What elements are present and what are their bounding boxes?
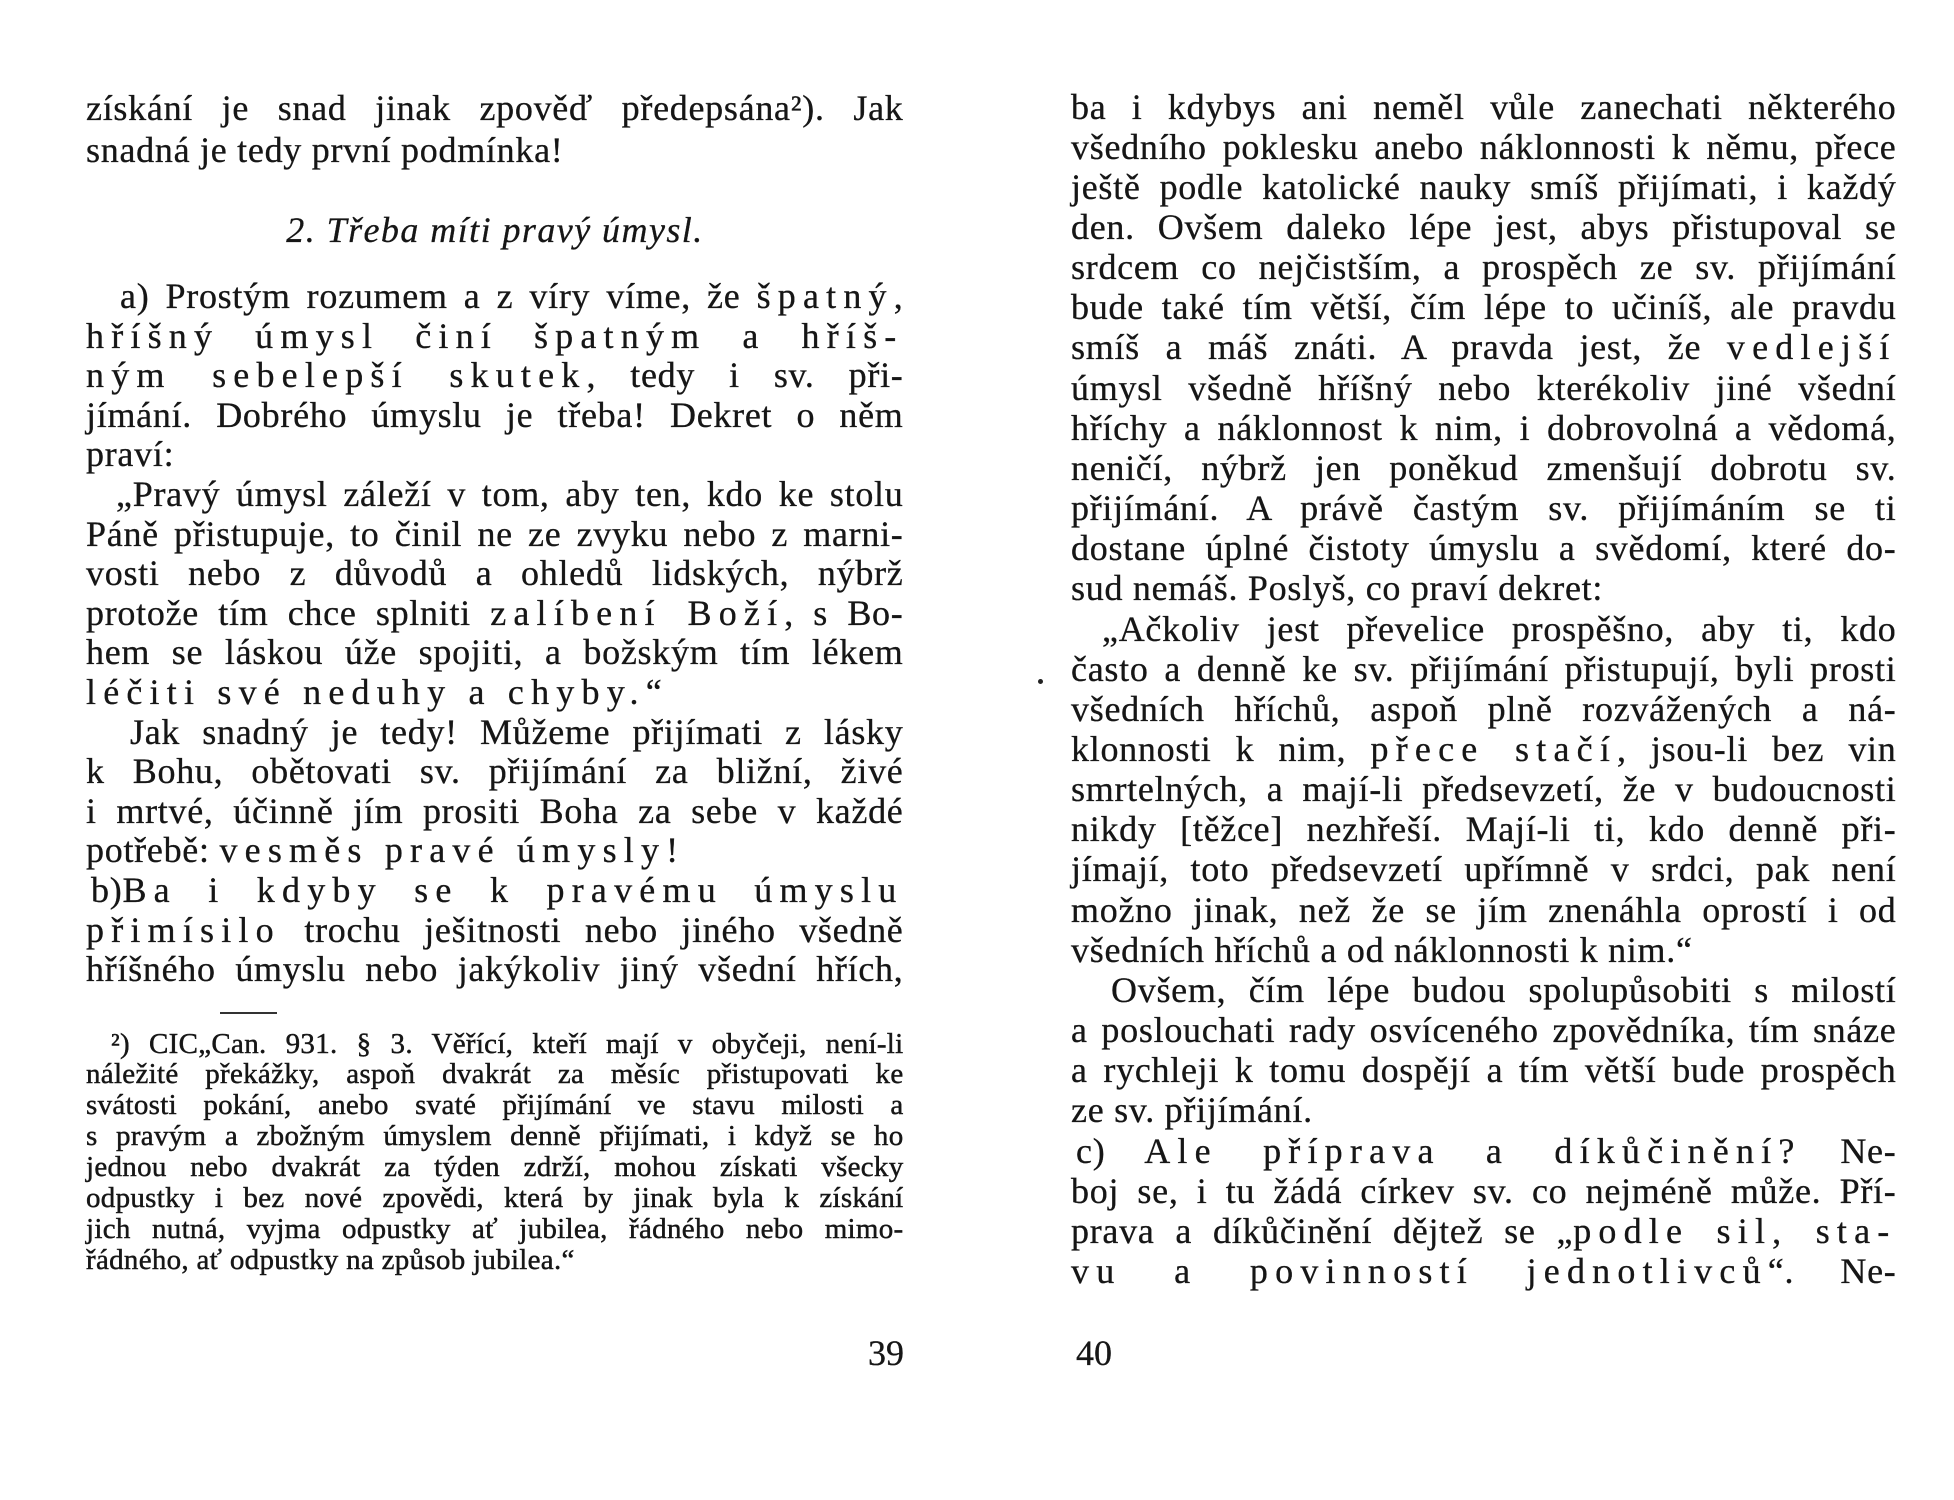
- body-line: [86, 515, 904, 555]
- emphasized-spaced-text: vu a povinností jednotlivců: [1071, 1251, 1768, 1292]
- footnote-line: [86, 1121, 904, 1152]
- line-text: [86, 1183, 904, 1214]
- footnote-line: [86, 1029, 904, 1060]
- text-run: den. Ovšem daleko lépe jest, abys přistupoval se: [1071, 206, 1897, 247]
- footnote-line: [86, 1245, 904, 1276]
- text-run: získání je snad jinak zpověď předepsána²). Jak: [86, 88, 904, 128]
- text-run: Ovšem, čím lépe budou spolupůsobiti s milostí: [1111, 969, 1897, 1010]
- body-line: [86, 317, 904, 357]
- emphasized-spaced-text: přimísilo: [86, 909, 281, 950]
- text-run: b): [91, 869, 123, 910]
- emphasized-spaced-text: léčiti své neduhy a chyby.“: [86, 671, 669, 712]
- body-line: [1071, 1211, 1897, 1251]
- body-line: [1071, 930, 1897, 970]
- text-run: vosti nebo z důvodů a ohledů lidských, nýbrž: [86, 553, 904, 594]
- body-line: [1071, 327, 1897, 367]
- text-run: protože tím chce splniti: [86, 592, 491, 633]
- line-text: [1071, 127, 1897, 167]
- line-text: [1071, 649, 1897, 689]
- body-line: [1071, 568, 1897, 608]
- line-text: [1111, 970, 1897, 1010]
- line-text: [1071, 729, 1897, 769]
- line-text: [1071, 809, 1897, 849]
- footnote-line: [86, 1059, 904, 1090]
- body-line: [1071, 528, 1897, 568]
- line-text: [111, 1029, 904, 1060]
- footnote-line: [86, 1090, 904, 1121]
- body-line: [1071, 970, 1897, 1010]
- text-run: hříchy a náklonnost k nim, i dobrovolná a vědomá,: [1071, 407, 1897, 448]
- body-line: [1071, 729, 1897, 769]
- left-page-body-text: [86, 277, 904, 990]
- text-run: Ne-: [1801, 1130, 1897, 1171]
- line-text: [86, 435, 174, 475]
- body-line: [86, 831, 904, 871]
- line-text: [1071, 247, 1897, 287]
- line-text: [1071, 207, 1897, 247]
- intro-line: [86, 87, 904, 129]
- line-text: [1071, 890, 1897, 930]
- line-text: [86, 1059, 904, 1090]
- text-run: dostane úplné čistoty úmyslu a svědomí, které do-: [1071, 528, 1897, 569]
- body-line: [86, 475, 904, 515]
- text-run: jich nutná, vyjma odpustky ať jubilea, řádného nebo mimo-: [86, 1212, 904, 1245]
- text-run: k Bohu, obětovati sv. přijímání za bližní, živé: [86, 751, 904, 792]
- text-run: náležité překážky, aspoň dvakrát za měsíc přistupovati ke: [86, 1058, 904, 1091]
- emphasized-spaced-text: vedlejší: [1726, 327, 1897, 368]
- text-run: Jak snadný je tedy! Můžeme přijímati z lásky: [130, 711, 904, 752]
- body-line: [86, 554, 904, 594]
- text-run: ještě podle katolické nauky smíš přijímati, i každý: [1071, 166, 1897, 207]
- line-text: [86, 633, 904, 673]
- intro-line: [86, 129, 904, 171]
- line-text: [86, 129, 564, 171]
- body-line: [1071, 408, 1897, 448]
- line-text: [1071, 1171, 1897, 1211]
- body-line: [1071, 287, 1897, 327]
- text-run: jímají, toto předsevzetí upřímně v srdci, pak není: [1071, 849, 1897, 890]
- body-line: [86, 396, 904, 436]
- line-text: [86, 1152, 904, 1183]
- body-line: [86, 277, 904, 317]
- right-page-body-text: [1071, 87, 1897, 1292]
- text-run: hem se láskou úže spojiti, a božským tím lékem: [86, 632, 904, 673]
- line-text: [86, 594, 904, 634]
- body-line: [86, 594, 904, 634]
- body-line: [86, 792, 904, 832]
- body-line: [1071, 689, 1897, 729]
- body-line: [86, 950, 904, 990]
- text-run: ba i kdybys ani neměl vůle zanechati některého: [1071, 86, 1897, 127]
- line-text: [1071, 167, 1897, 207]
- text-run: jednou nebo dvakrát za týden zdrží, mohou získati všecky: [86, 1151, 904, 1184]
- page-number-left: 39: [868, 1333, 904, 1373]
- body-line: [86, 713, 904, 753]
- line-text: [86, 752, 904, 792]
- text-run: všedního poklesku anebo náklonnosti k němu, přece: [1071, 126, 1897, 167]
- text-run: smíš a máš znáti. A pravda jest, že: [1071, 327, 1727, 368]
- line-text: [86, 831, 685, 871]
- text-run: řádného, ať odpustky na způsob jubilea.“: [86, 1243, 575, 1276]
- line-text: [1076, 1131, 1896, 1171]
- emphasized-spaced-text: vesměs pravé úmysly!: [219, 830, 686, 871]
- line-text: [1071, 849, 1897, 889]
- text-run: svátosti pokání, anebo svaté přijímání ve stavu milosti a: [86, 1089, 904, 1122]
- line-text: [86, 911, 904, 951]
- line-text: [1071, 327, 1897, 367]
- text-run: i mrtvé, účinně jím prositi Boha za sebe v každé: [86, 790, 904, 831]
- line-text: [1071, 87, 1897, 127]
- body-line: [1071, 1171, 1897, 1211]
- body-line: [1071, 448, 1897, 488]
- text-run: možno jinak, než že se jím znenáhla oprostí i od: [1071, 889, 1897, 930]
- line-text: [1071, 1251, 1897, 1291]
- line-text: [1071, 368, 1897, 408]
- line-text: [86, 950, 904, 990]
- body-line: [86, 435, 904, 475]
- text-run: sud nemáš. Poslyš, co praví dekret:: [1071, 568, 1604, 609]
- body-line: [1071, 247, 1897, 287]
- body-line: [1071, 207, 1897, 247]
- left-page-intro-text: [86, 87, 904, 171]
- body-line: [1071, 1251, 1897, 1291]
- body-line: [1071, 1050, 1897, 1090]
- section-heading: 2. Třeba míti pravý úmysl.: [286, 210, 704, 250]
- text-run: srdcem co nejčistším, a prospěch ze sv. přijímání: [1071, 247, 1897, 288]
- footnote: [86, 1029, 904, 1276]
- text-run: , s Bo-: [784, 592, 904, 633]
- line-text: [86, 1121, 904, 1152]
- body-line: [86, 633, 904, 673]
- body-line: [1071, 890, 1897, 930]
- text-run: ze sv. přijímání.: [1071, 1090, 1313, 1131]
- margin-dot-mark: [1038, 679, 1043, 684]
- body-line: [86, 871, 904, 911]
- emphasized-spaced-text: Ba i kdyby se k pravému úmyslu: [122, 869, 904, 910]
- text-run: , tedy i sv. při-: [586, 355, 904, 396]
- body-line: [1071, 368, 1897, 408]
- text-run: bude také tím větší, čím lépe to učiníš, ale pravdu: [1071, 287, 1897, 328]
- body-line: [1071, 87, 1897, 127]
- line-text: [1071, 448, 1897, 488]
- footnote-line: [86, 1152, 904, 1183]
- line-text: [1071, 1090, 1313, 1130]
- text-run: všedních hříchů, aspoň plně rozvážených a ná-: [1071, 688, 1897, 729]
- line-text: [86, 87, 904, 129]
- body-line: [1071, 488, 1897, 528]
- text-run: a rychleji k tomu dospějí a tím větší bude prospěch: [1071, 1050, 1897, 1091]
- text-run: odpustky i bez nové zpovědi, která by jinak byla k získání: [86, 1181, 904, 1214]
- line-text: [1071, 1211, 1896, 1251]
- body-line: [1071, 849, 1897, 889]
- line-text: [1071, 528, 1897, 568]
- body-line: [1071, 1010, 1897, 1050]
- body-line: [1071, 167, 1897, 207]
- line-text: [1071, 287, 1897, 327]
- text-run: ,: [893, 276, 904, 316]
- body-line: [1071, 1131, 1897, 1171]
- text-run: a poslouchati rady osvíceného zpovědníka, tím snáze: [1071, 1010, 1897, 1051]
- text-run: “. Ne-: [1767, 1251, 1897, 1292]
- line-text: [91, 871, 904, 911]
- emphasized-spaced-text: přece stačí: [1370, 729, 1618, 769]
- text-run: boj se, i tu žádá církev sv. co nejméně může. Pří-: [1071, 1170, 1897, 1211]
- text-run: často a denně ke sv. přijímání přistupují, byli prosti: [1071, 648, 1897, 689]
- line-text: [86, 673, 669, 713]
- text-run: nikdy [těžce] nezhřeší. Mají-li ti, kdo denně při-: [1071, 809, 1897, 850]
- body-line: [1071, 609, 1897, 649]
- emphasized-spaced-text: špatný: [756, 276, 894, 316]
- emphasized-spaced-text: Ale příprava a díkůčinění?: [1144, 1130, 1802, 1171]
- text-run: trochu ješitnosti nebo jiného všedně: [280, 909, 904, 950]
- line-text: [86, 554, 904, 594]
- line-text: [86, 356, 904, 396]
- line-text: [1071, 689, 1897, 729]
- text-run: „Pravý úmysl záleží v tom, aby ten, kdo ke stolu: [116, 473, 904, 514]
- line-text: [1071, 930, 1693, 970]
- line-text: [1071, 1010, 1897, 1050]
- text-run: přijímání. A právě častým sv. přijímáním se ti: [1071, 488, 1897, 529]
- footnote-line: [86, 1183, 904, 1214]
- text-run: s pravým a zbožným úmyslem denně přijímati, i když se ho: [86, 1120, 904, 1153]
- page-number-right: 40: [1076, 1333, 1112, 1373]
- line-text: [120, 277, 904, 317]
- text-run: klonnosti k nim,: [1071, 729, 1371, 769]
- emphasized-spaced-text: ným sebelepší skutek: [86, 355, 587, 396]
- emphasized-spaced-text: hříšný úmysl činí špatným a hříš-: [86, 315, 904, 356]
- emphasized-spaced-text: zalíbení Boží: [490, 592, 785, 633]
- line-text: [116, 475, 904, 515]
- line-text: [86, 1214, 904, 1245]
- body-line: [1071, 809, 1897, 849]
- body-line: [86, 673, 904, 713]
- text-run: prava a díkůčinění dějtež se „: [1071, 1210, 1574, 1251]
- text-run: ²) CIC„Can. 931. § 3. Věřící, kteří mají v obyčeji, není-li: [111, 1027, 904, 1060]
- line-text: [1102, 609, 1897, 649]
- line-text: [86, 515, 904, 555]
- text-run: Páně přistupuje, to činil ne ze zvyku nebo z marni-: [86, 513, 904, 554]
- text-run: neničí, nýbrž jen poněkud zmenšují dobrotu sv.: [1071, 447, 1897, 488]
- text-run: , jsou-li bez vin: [1617, 729, 1897, 769]
- text-run: úmysl všedně hříšný nebo kterékoliv jiné všední: [1071, 367, 1897, 408]
- line-text: [1071, 568, 1603, 608]
- line-text: [1071, 408, 1897, 448]
- text-run: smrtelných, a mají-li předsevzetí, že v budoucnosti: [1071, 769, 1897, 810]
- text-run: snadná je tedy první podmínka!: [86, 130, 564, 170]
- body-line: [1071, 769, 1897, 809]
- text-run: „Ačkoliv jest převelice prospěšno, aby ti, kdo: [1102, 608, 1897, 649]
- body-line: [1071, 649, 1897, 689]
- line-text: [86, 1245, 575, 1276]
- line-text: [86, 396, 904, 436]
- text-run: c): [1076, 1130, 1145, 1171]
- text-run: hříšného úmyslu nebo jakýkoliv jiný všední hřích,: [86, 949, 904, 990]
- text-run: jímání. Dobrého úmyslu je třeba! Dekret o něm: [86, 394, 904, 435]
- line-text: [130, 713, 904, 753]
- text-run: potřebě:: [86, 830, 220, 871]
- body-line: [86, 752, 904, 792]
- footnote-separator: [220, 1012, 277, 1014]
- body-line: [1071, 127, 1897, 167]
- line-text: [86, 792, 904, 832]
- emphasized-spaced-text: podle sil, sta-: [1573, 1210, 1897, 1251]
- text-run: a) Prostým rozumem a z víry víme, že: [120, 276, 757, 316]
- body-line: [86, 356, 904, 396]
- line-text: [1071, 1050, 1897, 1090]
- text-run: praví:: [86, 434, 175, 475]
- line-text: [1071, 769, 1897, 809]
- line-text: [1071, 488, 1897, 528]
- text-run: všedních hříchů a od náklonnosti k nim.“: [1071, 929, 1693, 970]
- line-text: [86, 1090, 904, 1121]
- body-line: [1071, 1090, 1897, 1130]
- body-line: [86, 911, 904, 951]
- line-text: [86, 317, 904, 357]
- footnote-line: [86, 1214, 904, 1245]
